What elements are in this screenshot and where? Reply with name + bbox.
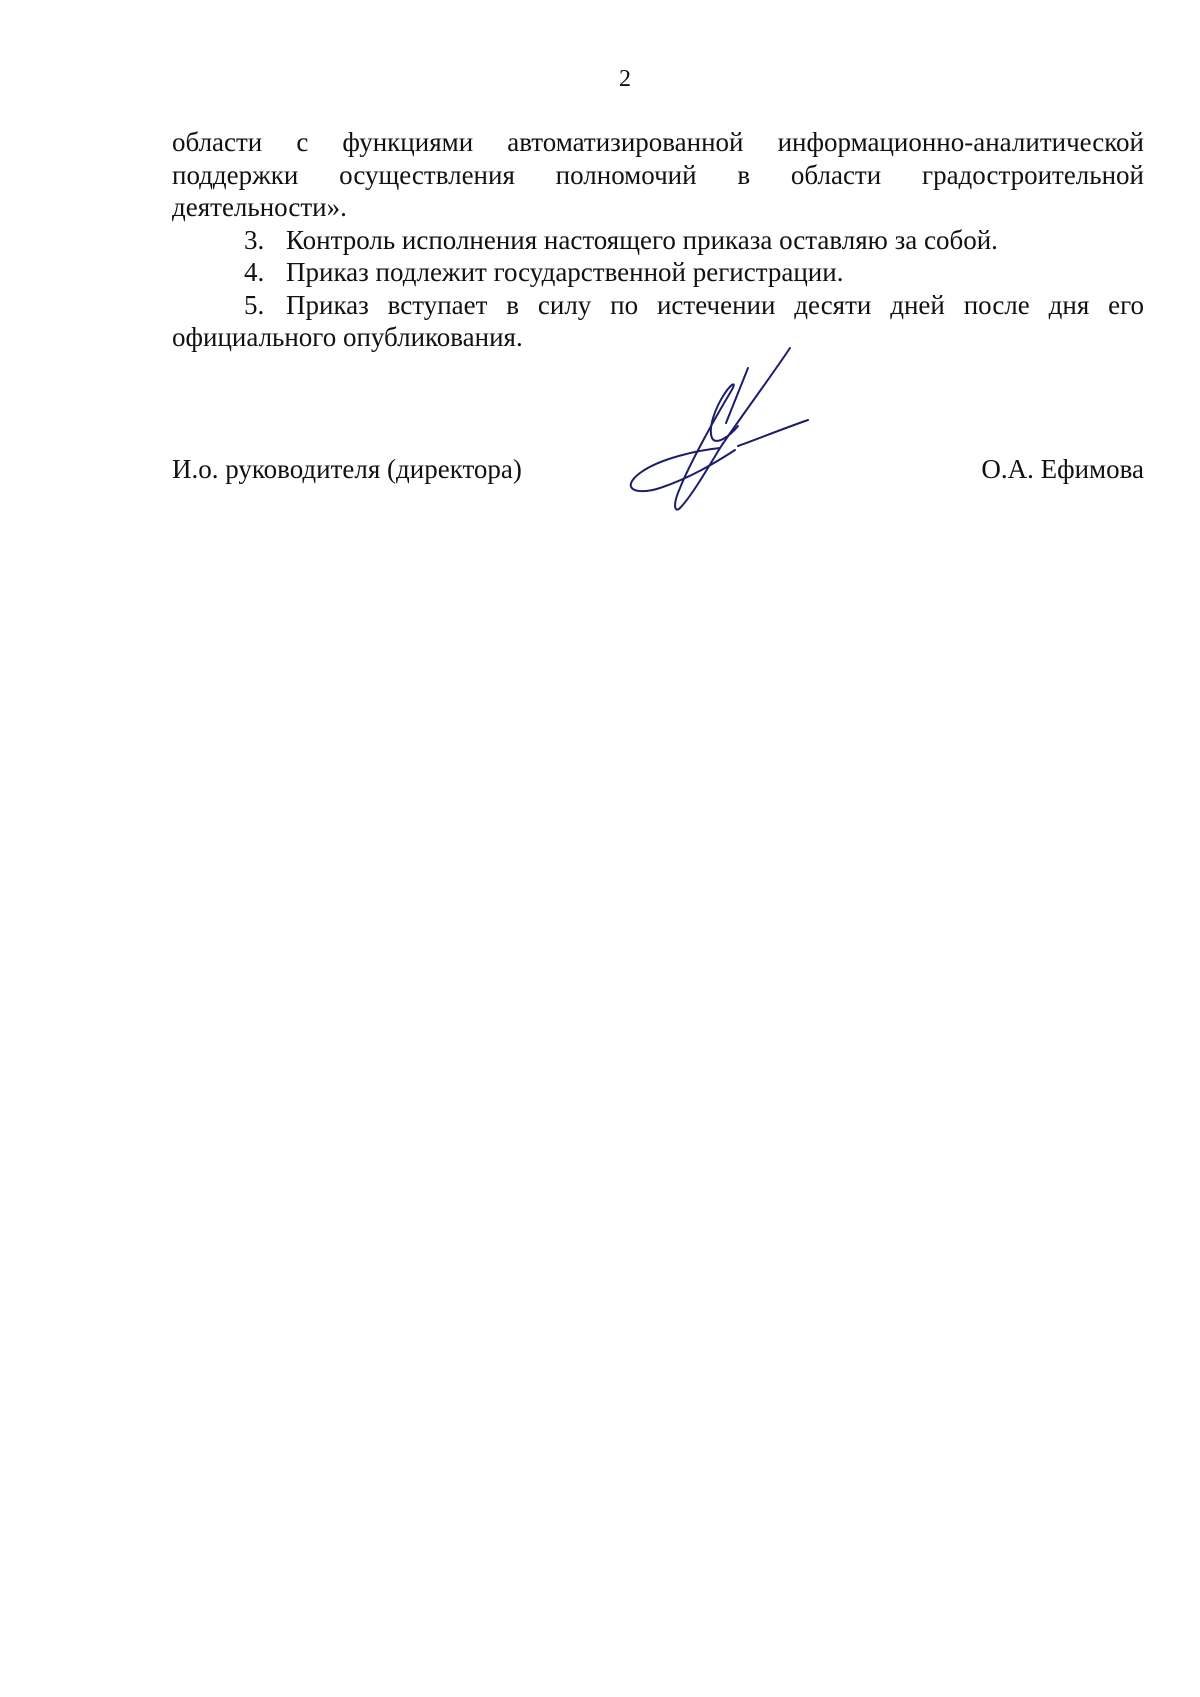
document-body	[172, 126, 1144, 354]
handwritten-signature	[620, 338, 820, 518]
item-number: 3.	[244, 224, 265, 255]
item-number: 4.	[244, 257, 265, 287]
paragraph-continuation: области с функциями автоматизированной информационно-аналитической поддержки осуществления полномочий в области градостроительной деятельности».	[172, 127, 1144, 222]
signatory-name: О.А. Ефимова	[981, 454, 1144, 484]
signatory-role: И.о. руководителя (директора)	[172, 454, 522, 484]
item-number: 5.	[244, 289, 265, 320]
page-number: 2	[619, 66, 631, 92]
list-item	[172, 256, 1144, 289]
item-text: Приказ подлежит государственной регистрации.	[286, 257, 844, 287]
signature-stroke	[631, 448, 735, 491]
signature-stroke	[675, 348, 790, 510]
list-item	[172, 224, 1144, 257]
item-text: Контроль исполнения настоящего приказа оставляю за собой.	[286, 224, 998, 255]
item-text: Приказ вступает в силу по истечении десяти дней после дня его официального опубликования.	[172, 289, 1144, 352]
signature-stroke	[738, 420, 808, 446]
